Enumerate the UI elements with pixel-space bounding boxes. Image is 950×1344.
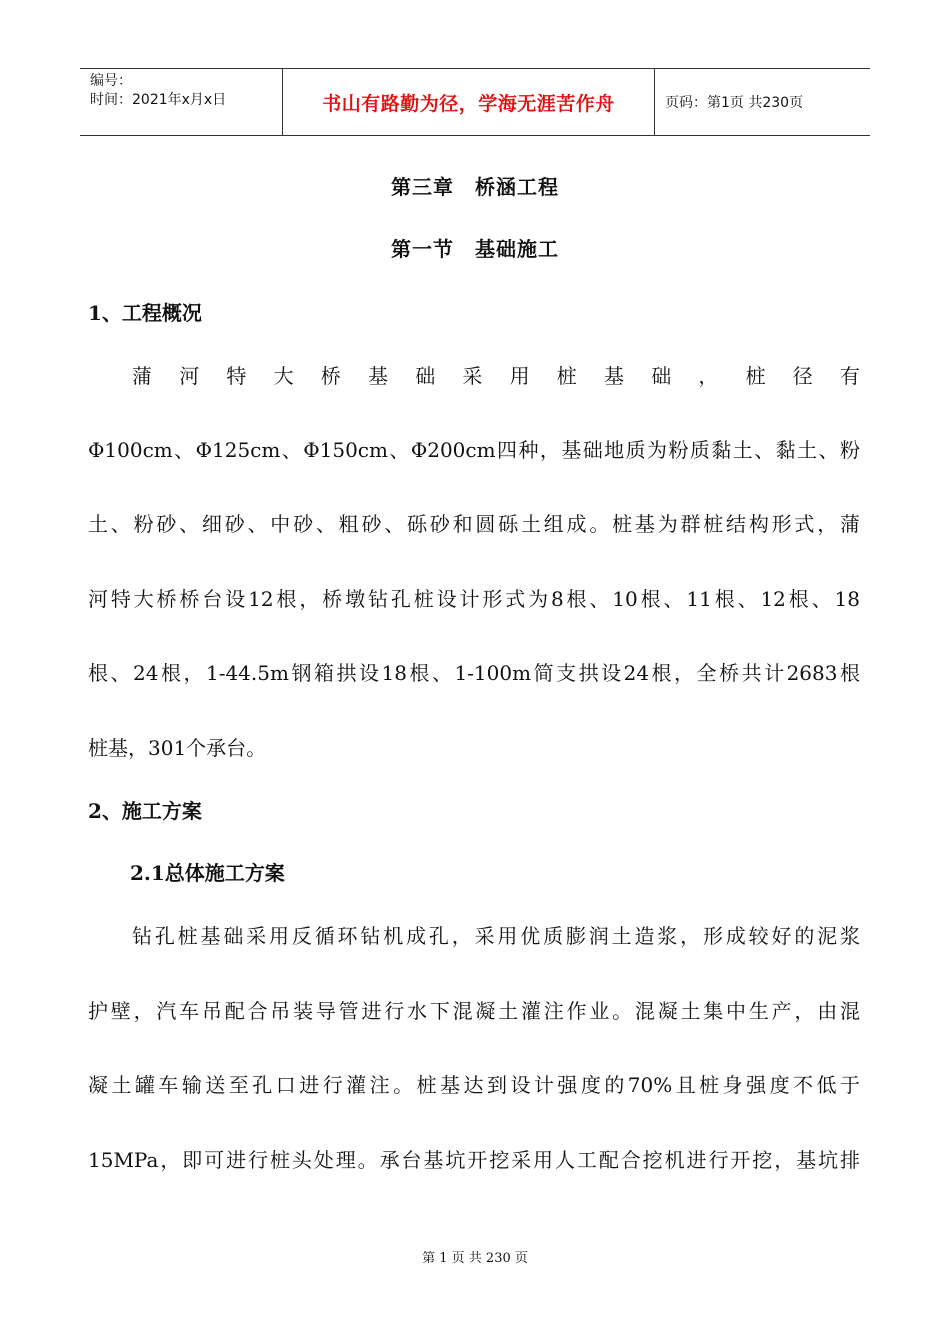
document-date: 时间：2021年x月x日: [90, 92, 227, 108]
section-heading-overview: 1、工程概况: [88, 301, 202, 325]
section-title: 第一节 基础施工: [391, 237, 559, 261]
header-motto: 书山有路勤为径，学海无涯苦作舟: [283, 69, 655, 135]
document-header: [80, 68, 870, 136]
header-page-info: 页码：第1页 共230页: [665, 95, 804, 111]
paragraph-line: 护壁，汽车吊配合吊装导管进行水下混凝土灌注作业。混凝土集中生产，由混: [88, 999, 860, 1023]
paragraph-line: 河特大桥桥台设12根，桥墩钻孔桩设计形式为8根、10根、11根、12根、18: [88, 587, 860, 611]
paragraph-line: 土、粉砂、细砂、中砂、粗砂、砾砂和圆砾土组成。桩基为群桩结构形式，蒲: [88, 512, 860, 536]
subsection-heading: 2.1总体施工方案: [130, 861, 285, 885]
page-footer: 第 1 页 共 230 页: [422, 1251, 528, 1266]
paragraph-line: 凝土罐车输送至孔口进行灌注。桩基达到设计强度的70%且桩身强度不低于: [88, 1073, 860, 1097]
document-number-label: 编号：: [90, 73, 132, 89]
paragraph-line: 根、24根，1-44.5m钢箱拱设18根、1-100m简支拱设24根，全桥共计2683根: [88, 661, 860, 685]
paragraph-line: Φ100cm、Φ125cm、Φ150cm、Φ200cm四种，基础地质为粉质黏土、黏土、粉: [88, 438, 860, 462]
chapter-title: 第三章 桥涵工程: [391, 175, 559, 199]
header-meta: [80, 69, 283, 135]
paragraph-line: 桩基，301个承台。: [88, 736, 267, 760]
section-heading-plan: 2、施工方案: [88, 799, 202, 823]
paragraph-line: 钻孔桩基础采用反循环钻机成孔，采用优质膨润土造浆，形成较好的泥浆: [132, 924, 860, 948]
paragraph-line: 蒲河特大桥基础采用桩基础，桩径有: [132, 364, 860, 388]
paragraph-line: 15MPa，即可进行桩头处理。承台基坑开挖采用人工配合挖机进行开挖，基坑排: [88, 1148, 860, 1172]
